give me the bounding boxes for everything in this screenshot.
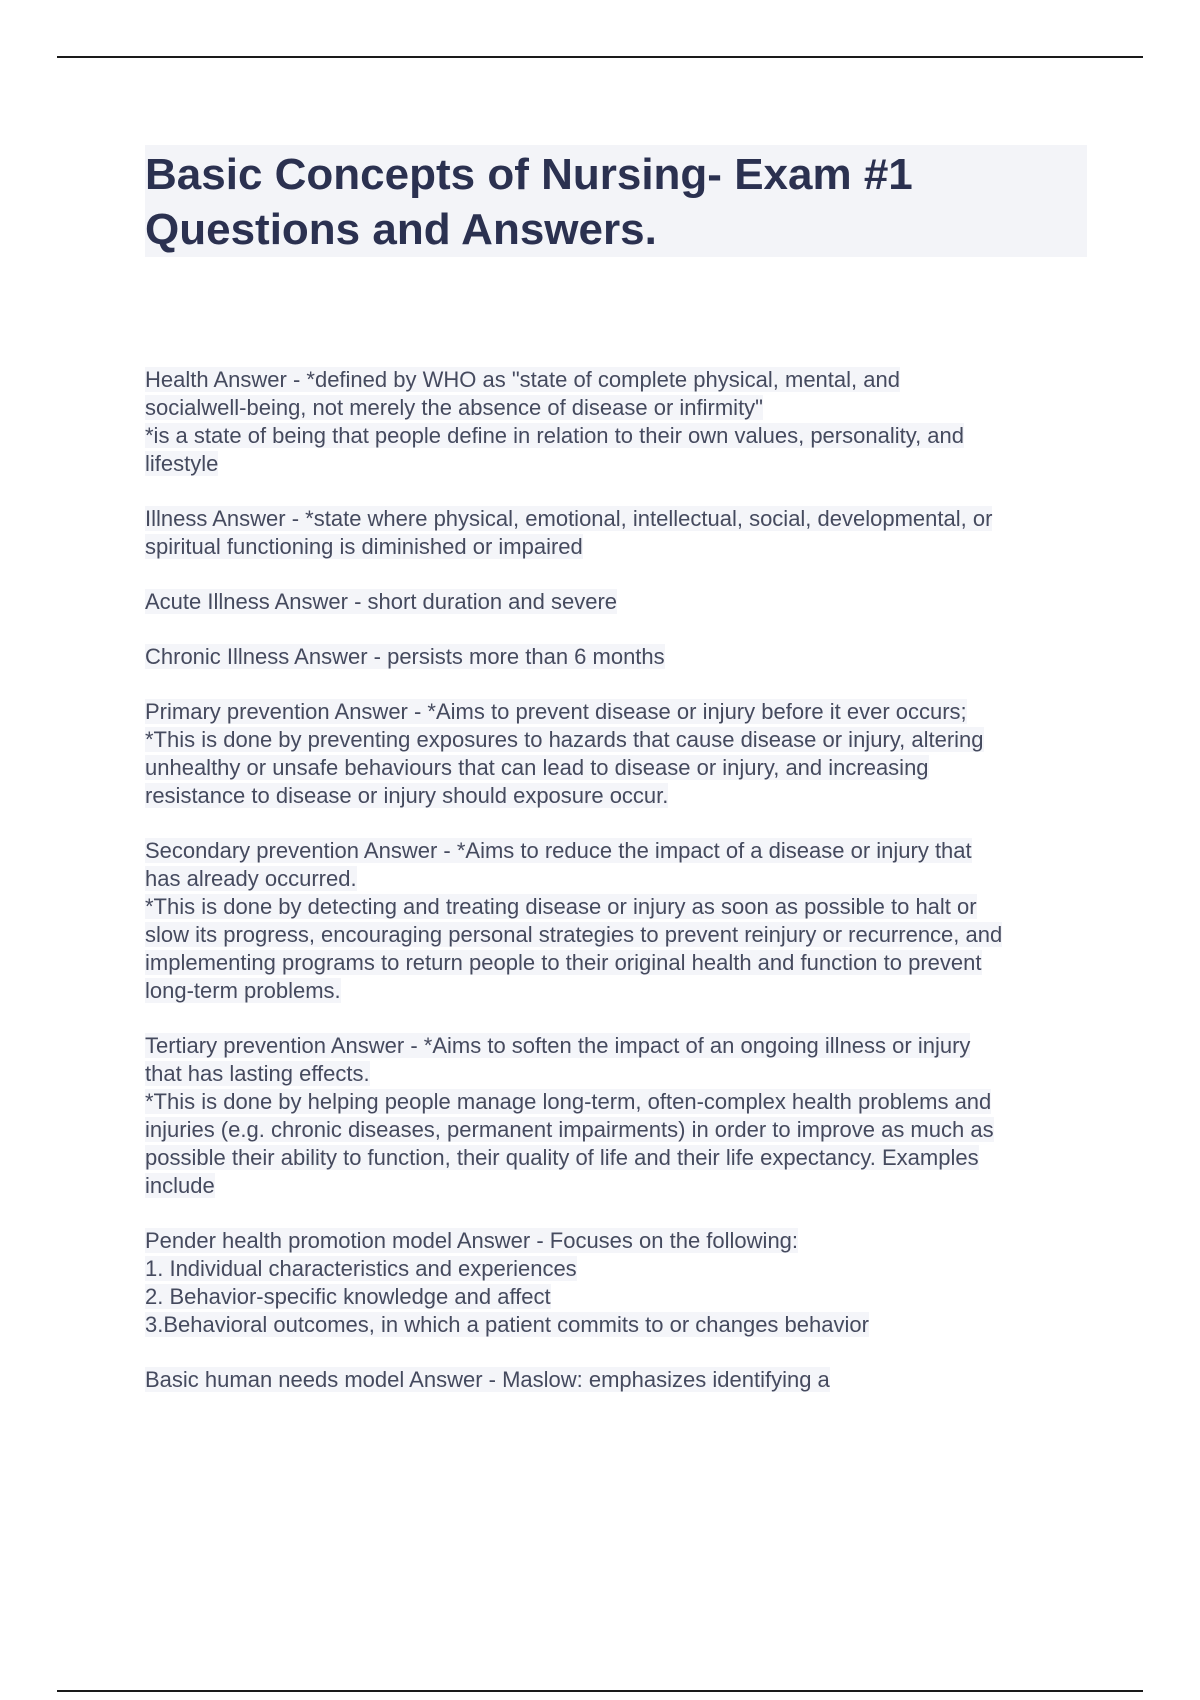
text-line: Chronic Illness Answer - persists more than 6 months [145,644,665,669]
text-line: long-term problems. [145,978,341,1003]
text-line: *This is done by helping people manage long-term, often-complex health problems and [145,1089,992,1114]
text-line: Health Answer - *defined by WHO as "state of complete physical, mental, and [145,367,900,392]
qa-entry-health [145,366,1095,478]
page-title [145,147,913,257]
text-line: Acute Illness Answer - short duration and severe [145,589,618,614]
text-line: resistance to disease or injury should exposure occur. [145,783,669,808]
qa-entry-pender-model [145,1227,1095,1339]
text-line: lifestyle [145,451,219,476]
text-line: 3.Behavioral outcomes, in which a patient commits to or changes behavior [145,1312,869,1337]
qa-entry-chronic-illness [145,643,1095,671]
title-line: Basic Concepts of Nursing- Exam #1 [145,150,913,199]
text-line: has already occurred. [145,866,357,891]
qa-content [145,366,1095,1421]
qa-entry-tertiary-prevention [145,1032,1095,1200]
qa-entry-secondary-prevention [145,837,1095,1005]
text-line: socialwell-being, not merely the absence of disease or infirmity" [145,395,763,420]
text-line: 1. Individual characteristics and experiences [145,1256,577,1281]
qa-entry-acute-illness [145,588,1095,616]
text-line: *This is done by detecting and treating disease or injury as soon as possible to halt or [145,894,977,919]
text-line: Secondary prevention Answer - *Aims to reduce the impact of a disease or injury that [145,838,972,863]
text-line: Pender health promotion model Answer - Focuses on the following: [145,1228,799,1253]
top-rule [57,56,1143,58]
text-line: possible their ability to function, their quality of life and their life expectancy. Examples [145,1145,979,1170]
text-line: include [145,1173,215,1198]
bottom-rule [57,1690,1143,1692]
qa-entry-illness [145,505,1095,561]
text-line: injuries (e.g. chronic diseases, permanent impairments) in order to improve as much as [145,1117,994,1142]
text-line: implementing programs to return people to their original health and function to prevent [145,950,982,975]
text-line: that has lasting effects. [145,1061,370,1086]
text-line: *is a state of being that people define in relation to their own values, personality, and [145,423,965,448]
text-line: spiritual functioning is diminished or impaired [145,534,583,559]
text-line: 2. Behavior-specific knowledge and affect [145,1284,551,1309]
qa-entry-basic-human-needs [145,1366,1095,1394]
text-line: Tertiary prevention Answer - *Aims to soften the impact of an ongoing illness or injury [145,1033,971,1058]
title-line: Questions and Answers. [145,205,657,254]
text-line: unhealthy or unsafe behaviours that can lead to disease or injury, and increasing [145,755,929,780]
text-line: Primary prevention Answer - *Aims to prevent disease or injury before it ever occurs; [145,699,967,724]
text-line: Illness Answer - *state where physical, emotional, intellectual, social, developmental, or [145,506,993,531]
qa-entry-primary-prevention [145,698,1095,810]
text-line: *This is done by preventing exposures to hazards that cause disease or injury, altering [145,727,984,752]
text-line: Basic human needs model Answer - Maslow: emphasizes identifying a [145,1367,830,1392]
text-line: slow its progress, encouraging personal strategies to prevent reinjury or recurrence, and [145,922,1003,947]
